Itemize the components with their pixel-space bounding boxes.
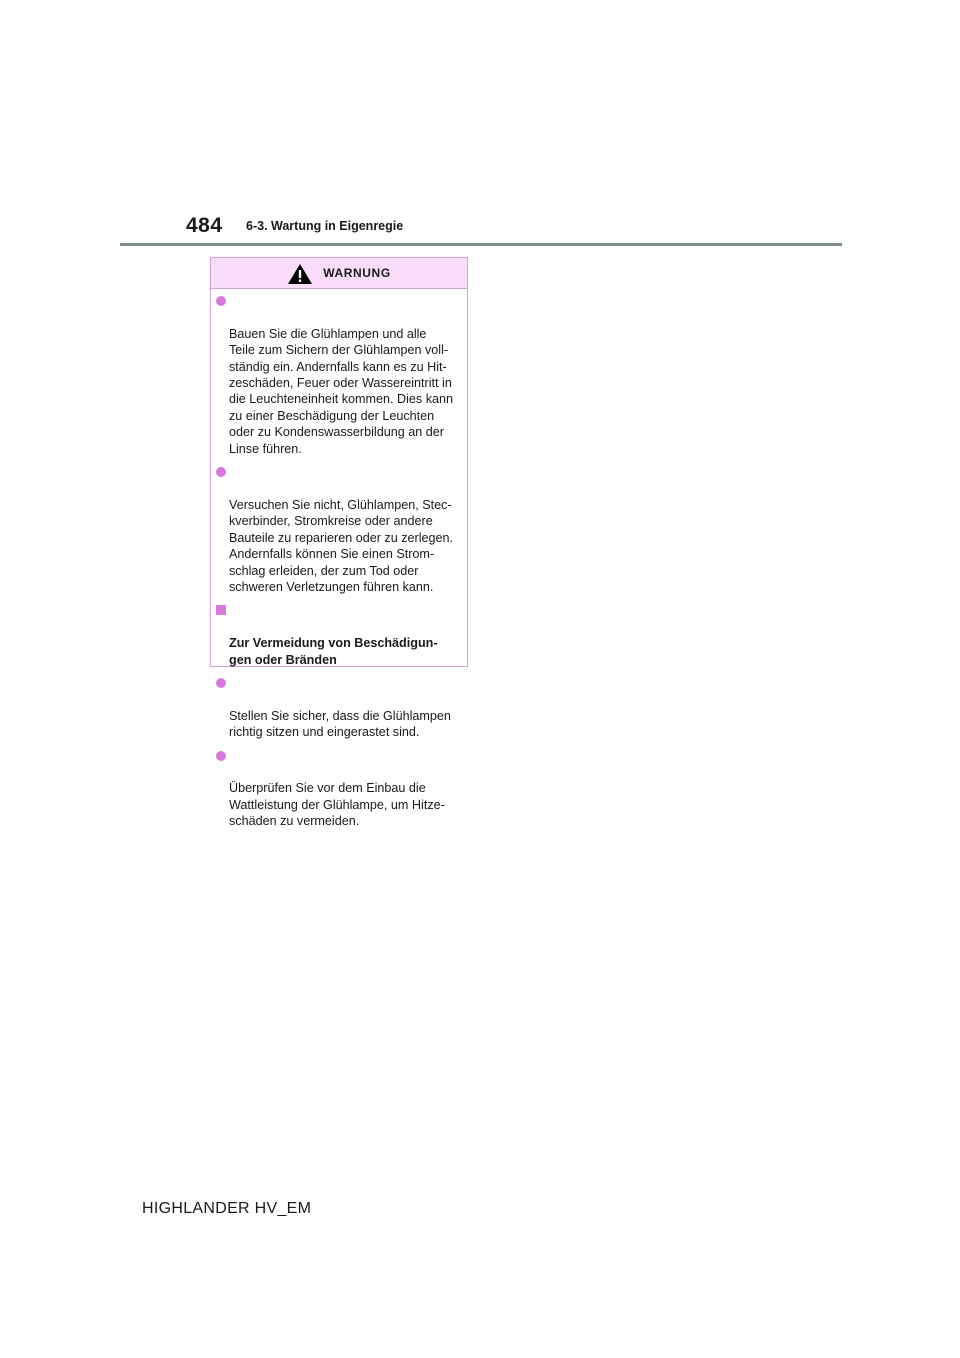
warning-item (219, 675, 459, 741)
warning-item-text: Überprüfen Sie vor dem Einbau die Wattleistung der Glühlampe, um Hitze- schäden zu vermeiden. (229, 781, 445, 829)
page-number: 484 (186, 214, 223, 237)
warning-subheading-text: Zur Vermeidung von Beschädigun- gen oder Bränden (229, 636, 438, 667)
section-title: 6-3. Wartung in Eigenregie (246, 219, 404, 233)
bullet-icon (216, 678, 226, 688)
warning-body (211, 289, 467, 830)
header-divider (120, 243, 842, 246)
warning-header (211, 258, 467, 289)
footer-model: HIGHLANDER HV_EM (142, 1200, 312, 1217)
bullet-icon (216, 751, 226, 761)
warning-subheading (219, 602, 459, 668)
warning-item (219, 748, 459, 830)
warning-item (219, 464, 459, 595)
warning-triangle-icon (287, 263, 313, 285)
square-bullet-icon (216, 605, 226, 615)
bullet-icon (216, 296, 226, 306)
warning-title: WARNUNG (323, 266, 391, 280)
warning-item-text: Stellen Sie sicher, dass die Glühlampen richtig sitzen und eingerastet sind. (229, 708, 451, 740)
warning-item (219, 293, 459, 457)
warning-item-text: Bauen Sie die Glühlampen und alle Teile zum Sichern der Glühlampen voll- ständig ein. Andernfalls kann es zu Hit- zeschäden, Feuer oder Wassereintritt in die Leuchteneinheit kommen. Dies kann zu einer Beschädigung der Leuchten oder zu Kondenswasserbildung an der Linse führen. (229, 326, 454, 456)
bullet-icon (216, 467, 226, 477)
warning-item-text: Versuchen Sie nicht, Glühlampen, Stec- kverbinder, Stromkreise oder andere Bauteile zu reparieren oder zu zerlegen. Andernfalls können Sie einen Strom- schlag erleiden, der zum Tod oder schweren Verletzungen führen kann. (229, 497, 454, 594)
warning-box (210, 257, 468, 829)
